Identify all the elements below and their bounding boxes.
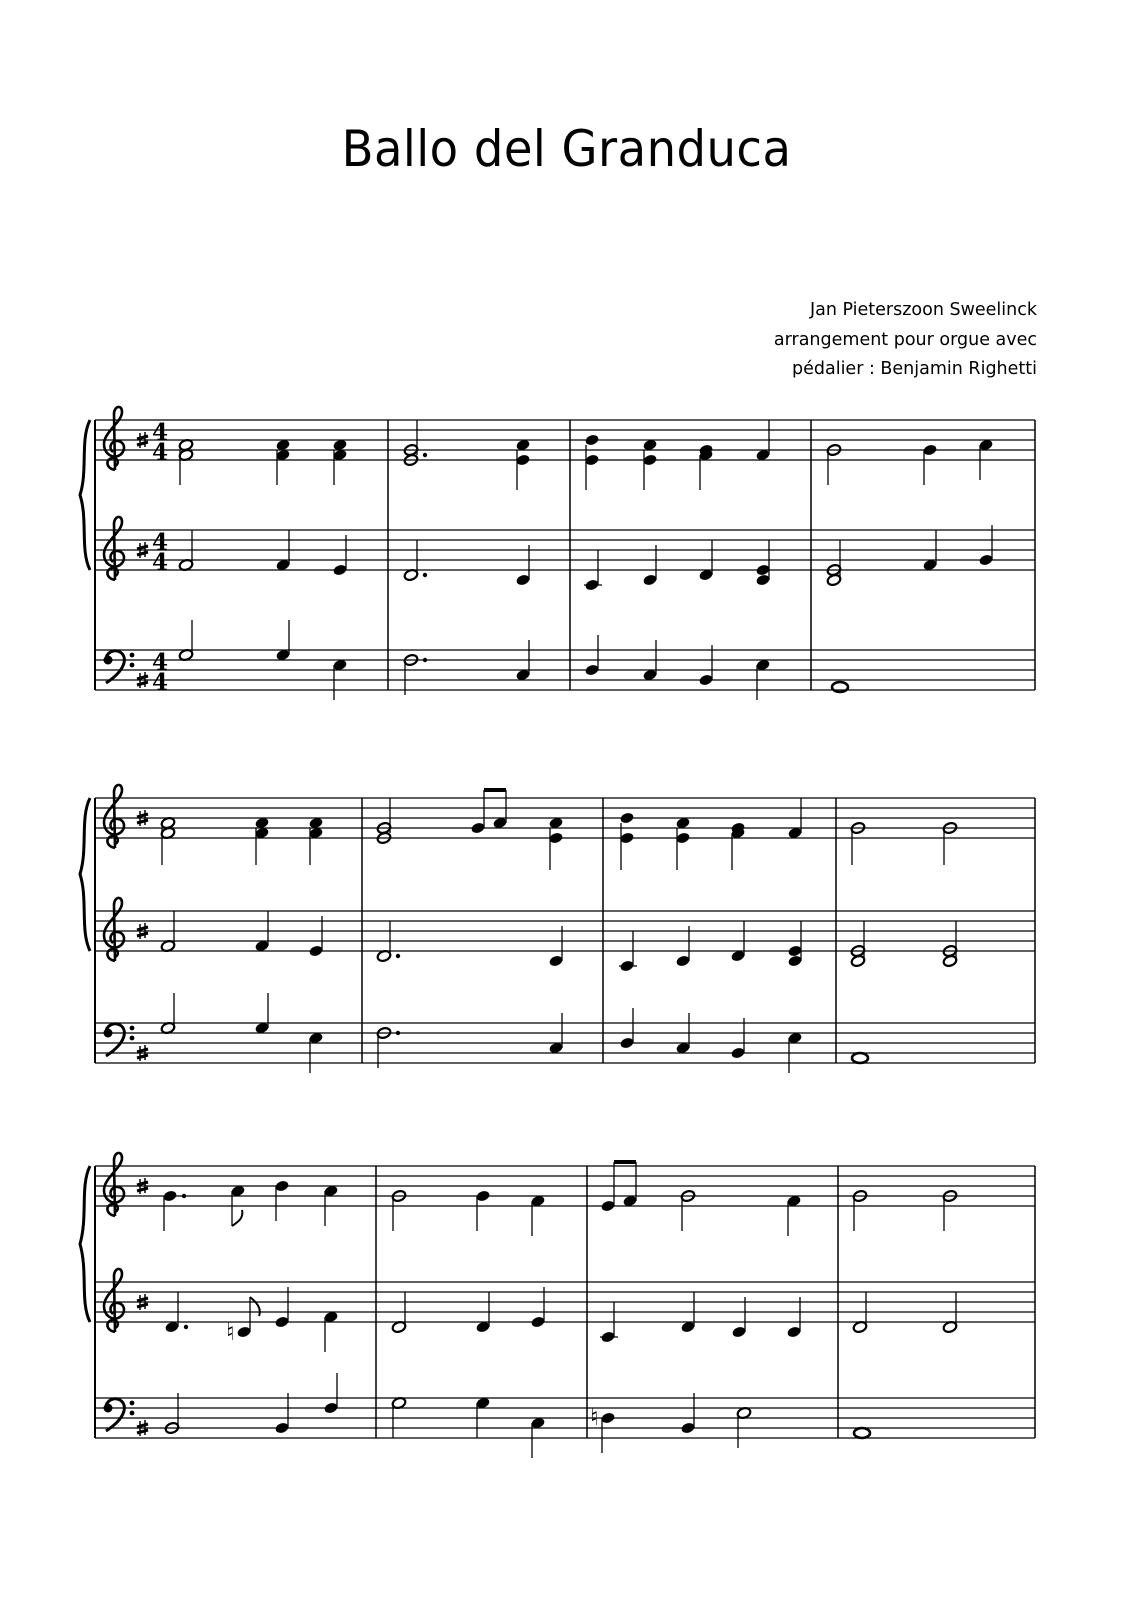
arranger-line-1: arrangement pour orgue avec (773, 329, 1037, 350)
system-2 (80, 785, 1035, 1073)
arranger-line-2: pédalier : Benjamin Righetti (792, 359, 1037, 379)
svg-text:♮: ♮ (226, 1318, 235, 1346)
system-1 (80, 407, 1035, 700)
music-score: 4 4 ♮ ♮ (0, 0, 1133, 1600)
system-3 (80, 1153, 1035, 1458)
score-title: Ballo del Granduca (341, 120, 792, 178)
svg-text:♮: ♮ (590, 1403, 599, 1431)
composer: Jan Pieterszoon Sweelinck (809, 300, 1037, 320)
